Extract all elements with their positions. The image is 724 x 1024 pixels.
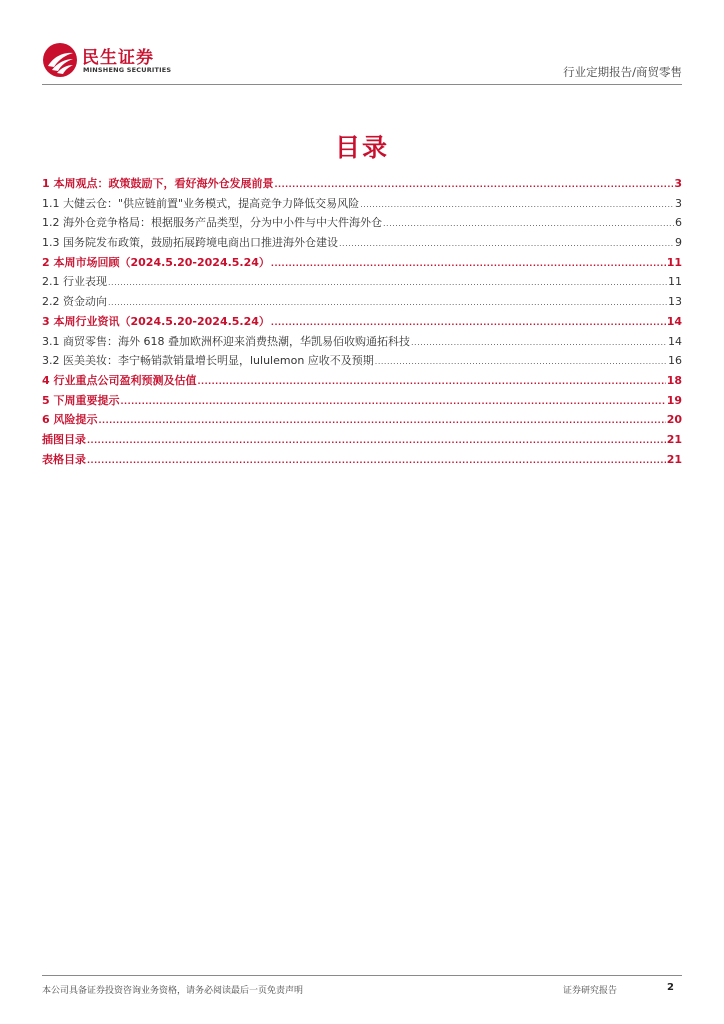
- toc-entry-label: 2.2 资金动向: [42, 295, 107, 309]
- toc-entry-page: 19: [666, 393, 682, 407]
- toc-entry-page: 21: [666, 452, 682, 466]
- toc-entry-page: 16: [668, 354, 682, 368]
- toc-entry-page: 14: [668, 334, 682, 348]
- toc-entry-page: 3: [674, 177, 682, 190]
- toc-entry[interactable]: [42, 272, 682, 292]
- footer-doc-type: 证券研究报告: [563, 986, 618, 996]
- toc-entry-label: 2 本周市场回顾（2024.5.20-2024.5.24）: [42, 255, 270, 269]
- toc-leader-dots: [87, 451, 666, 471]
- page-number: 2: [667, 982, 674, 993]
- toc-leader-dots: [383, 214, 674, 234]
- company-logo: [42, 40, 202, 80]
- toc-entry[interactable]: [42, 450, 682, 470]
- toc-title: 目录: [334, 133, 389, 162]
- toc-entry[interactable]: [42, 194, 682, 214]
- toc-leader-dots: [411, 333, 667, 353]
- page-header: [42, 40, 682, 84]
- toc-entry[interactable]: [42, 312, 682, 332]
- logo-english-name: MINSHENG SECURITIES: [83, 66, 172, 74]
- footer-divider: [42, 975, 682, 976]
- toc-entry-page: 6: [675, 216, 682, 230]
- toc-leader-dots: [274, 175, 673, 195]
- toc-entry-label: 6 风险提示: [42, 413, 98, 427]
- toc-leader-dots: [339, 234, 674, 254]
- toc-leader-dots: [197, 372, 665, 392]
- toc-entry[interactable]: [42, 332, 682, 352]
- toc-entry-page: 20: [666, 413, 682, 427]
- minsheng-logo-icon: [42, 42, 78, 78]
- toc-entry-label: 3 本周行业资讯（2024.5.20-2024.5.24）: [42, 314, 270, 328]
- toc-entry-page: 14: [666, 314, 682, 328]
- toc-entry[interactable]: [42, 430, 682, 450]
- toc-entry-label: 插图目录: [42, 432, 86, 446]
- toc-leader-dots: [87, 431, 666, 451]
- toc-leader-dots: [120, 392, 665, 412]
- toc-entry-label: 5 下周重要提示: [42, 393, 120, 407]
- toc-leader-dots: [108, 293, 667, 313]
- toc-entry-page: 21: [666, 432, 682, 446]
- toc-entry-label: 表格目录: [42, 452, 86, 466]
- toc-entry-label: 3.2 医美美妆：李宁畅销款销量增长明显，lululemon 应收不及预期: [42, 354, 374, 368]
- header-divider: [42, 84, 682, 85]
- toc-entry-label: 1.1 大健云仓："供应链前置"业务模式，提高竞争力降低交易风险: [42, 196, 360, 210]
- footer-disclaimer: 本公司具备证券投资咨询业务资格，请务必阅读最后一页免责声明: [42, 986, 304, 996]
- toc-entry[interactable]: [42, 233, 682, 253]
- toc-entry[interactable]: [42, 371, 682, 391]
- toc-leader-dots: [360, 195, 674, 215]
- toc-entry-label: 1.2 海外仓竞争格局：根据服务产品类型，分为中小件与中大件海外仓: [42, 216, 382, 230]
- toc-entry-page: 11: [666, 255, 682, 269]
- report-category: 行业定期报告/商贸零售: [563, 65, 682, 79]
- toc-entry-label: 2.1 行业表现: [42, 275, 107, 289]
- toc-entry[interactable]: [42, 410, 682, 430]
- toc-entry[interactable]: [42, 351, 682, 371]
- toc-entry-page: 11: [668, 275, 682, 289]
- toc-leader-dots: [98, 411, 665, 431]
- toc-leader-dots: [108, 273, 667, 293]
- logo-chinese-name: 民生证券: [82, 48, 154, 68]
- toc-entry[interactable]: [42, 213, 682, 233]
- toc-entry-page: 13: [668, 295, 682, 309]
- toc-leader-dots: [375, 352, 667, 372]
- table-of-contents: [42, 174, 682, 469]
- toc-entry-page: 18: [666, 373, 682, 387]
- toc-entry-label: 3.1 商贸零售：海外 618 叠加欧洲杯迎来消费热潮，华凯易佰收购通拓科技: [42, 334, 410, 348]
- toc-entry-page: 3: [675, 196, 682, 210]
- toc-entry-label: 1.3 国务院发布政策，鼓励拓展跨境电商出口推进海外仓建设: [42, 236, 338, 250]
- toc-entry[interactable]: [42, 292, 682, 312]
- toc-entry-label: 4 行业重点公司盈利预测及估值: [42, 373, 197, 387]
- toc-entry-page: 9: [675, 236, 682, 250]
- toc-entry[interactable]: [42, 253, 682, 273]
- toc-entry-label: 1 本周观点：政策鼓励下，看好海外仓发展前景: [42, 177, 274, 190]
- toc-entry[interactable]: [42, 391, 682, 411]
- toc-leader-dots: [271, 254, 666, 274]
- toc-entry[interactable]: [42, 174, 682, 194]
- toc-leader-dots: [271, 313, 666, 333]
